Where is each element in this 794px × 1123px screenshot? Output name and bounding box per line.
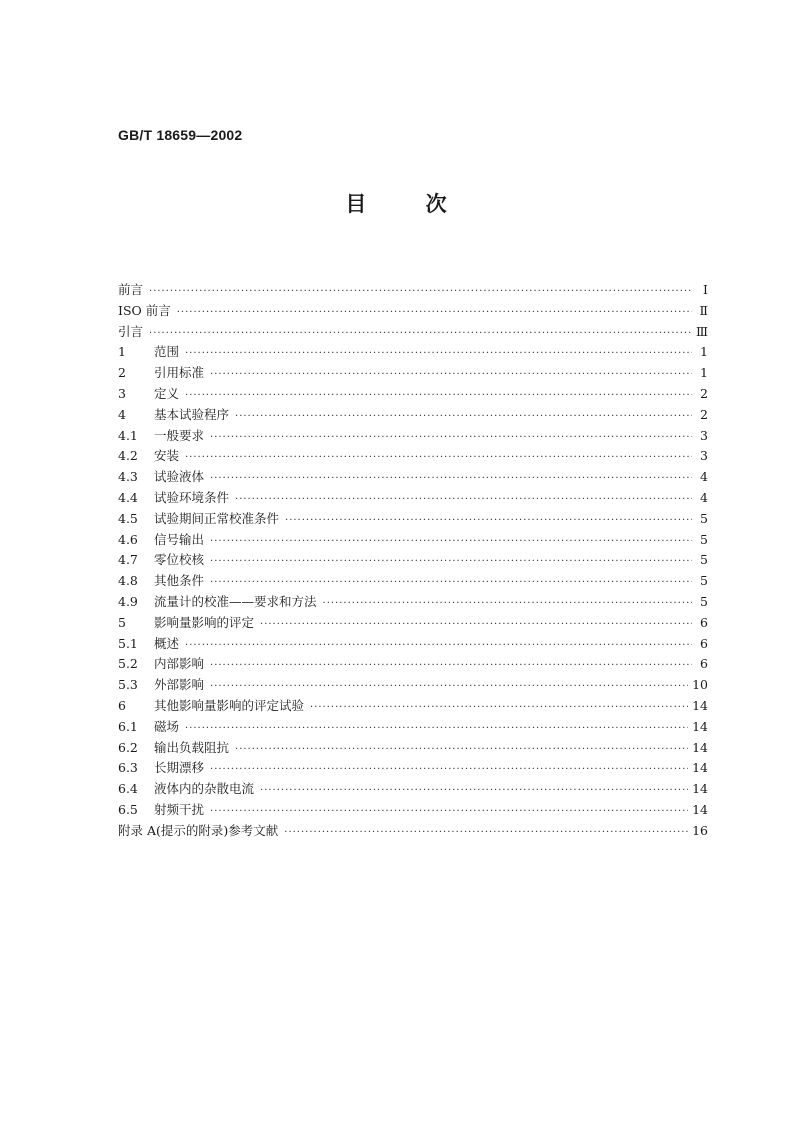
toc-entry-number: 4.9 <box>118 593 138 609</box>
toc-entry-label: 液体内的杂散电流 <box>154 781 255 797</box>
toc-leader-dots <box>260 781 688 802</box>
toc-entry[interactable] <box>118 446 708 467</box>
toc-entry-label: 试验液体 <box>154 469 205 485</box>
toc-entry-label: 影响量影响的评定 <box>154 614 255 630</box>
toc-entry-number: 4.4 <box>118 489 138 505</box>
toc-entry-number: 1 <box>118 344 126 360</box>
toc-entry[interactable] <box>118 675 708 696</box>
toc-entry-page: 4 <box>700 489 708 505</box>
toc-entry-label: 定义 <box>154 385 180 401</box>
toc-entry-label: 其他条件 <box>154 573 205 589</box>
toc-entry-page: 14 <box>692 718 708 734</box>
toc-entry[interactable] <box>118 363 708 384</box>
toc-entry-page: Ⅱ <box>699 302 708 318</box>
toc-leader-dots <box>235 740 688 761</box>
toc-entry-label: 磁场 <box>154 718 180 734</box>
toc-entry[interactable] <box>118 488 708 509</box>
toc-entry-number: 6.5 <box>118 801 138 817</box>
toc-entry[interactable] <box>118 758 708 779</box>
toc-entry-number: 5.2 <box>118 656 138 672</box>
toc-entry-number: 4.5 <box>118 510 138 526</box>
toc-leader-dots <box>210 552 692 573</box>
toc-leader-dots <box>210 469 692 490</box>
toc-leader-dots <box>210 365 692 386</box>
toc-entry[interactable] <box>118 530 708 551</box>
toc-leader-dots <box>185 719 688 740</box>
toc-entry[interactable] <box>118 571 708 592</box>
toc-entry-number: 6.3 <box>118 760 138 776</box>
toc-entry[interactable] <box>118 738 708 759</box>
toc-entry-number: 5.3 <box>118 677 138 693</box>
toc-entry-number: 4.2 <box>118 448 138 464</box>
toc-entry[interactable] <box>118 717 708 738</box>
toc-entry-number: 2 <box>118 365 126 381</box>
toc-entry-label: 其他影响量影响的评定试验 <box>154 697 305 713</box>
toc-entry[interactable] <box>118 342 708 363</box>
toc-leader-dots <box>185 344 692 365</box>
toc-entry-label: 内部影响 <box>154 656 205 672</box>
toc-entry-page: 6 <box>700 635 708 651</box>
toc-entry[interactable] <box>118 613 708 634</box>
toc-entry[interactable] <box>118 654 708 675</box>
toc-entry-page: 10 <box>692 677 708 693</box>
toc-entry[interactable] <box>118 550 708 571</box>
toc-entry-page: 5 <box>700 593 708 609</box>
toc-leader-dots <box>210 428 692 449</box>
toc-entry-number: 5.1 <box>118 635 138 651</box>
toc-entry-label: 零位校核 <box>154 552 205 568</box>
toc-entry-number: 4 <box>118 406 126 422</box>
toc-entry-page: 14 <box>692 739 708 755</box>
toc-leader-dots <box>210 677 688 698</box>
toc-entry-label: 附录 A(提示的附录)参考文献 <box>118 822 279 838</box>
toc-entry-page: 5 <box>700 531 708 547</box>
toc-entry-page: 14 <box>692 697 708 713</box>
toc-entry[interactable] <box>118 800 708 821</box>
toc-entry-number: 3 <box>118 385 126 401</box>
toc-entry-page: 2 <box>700 385 708 401</box>
toc-leader-dots <box>177 303 692 324</box>
toc-leader-dots <box>149 282 692 303</box>
toc-leader-dots <box>210 760 688 781</box>
toc-entry-page: 14 <box>692 760 708 776</box>
toc-entry-number: 6.2 <box>118 739 138 755</box>
toc-leader-dots <box>185 386 692 407</box>
toc-entry-page: 14 <box>692 801 708 817</box>
toc-entry-label: 引言 <box>118 323 144 339</box>
toc-leader-dots <box>310 698 688 719</box>
toc-entry-page: 5 <box>700 573 708 589</box>
toc-entry-page: 5 <box>700 552 708 568</box>
toc-entry-page: 2 <box>700 406 708 422</box>
toc-entry-label: 信号输出 <box>154 531 205 547</box>
toc-entry-number: 4.7 <box>118 552 138 568</box>
toc-entry[interactable] <box>118 426 708 447</box>
toc-leader-dots <box>260 615 692 636</box>
toc-leader-dots <box>285 511 692 532</box>
toc-leader-dots <box>149 324 692 345</box>
toc-leader-dots <box>284 823 688 844</box>
toc-entry-label: 试验环境条件 <box>154 489 230 505</box>
toc-entry-label: 试验期间正常校准条件 <box>154 510 280 526</box>
toc-entry-label: 长期漂移 <box>154 760 205 776</box>
toc-entry[interactable] <box>118 280 708 301</box>
toc-entry-number: 6 <box>118 697 126 713</box>
toc-entry[interactable] <box>118 779 708 800</box>
toc-entry[interactable] <box>118 509 708 530</box>
toc-entry-number: 4.1 <box>118 427 138 443</box>
toc-entry[interactable] <box>118 384 708 405</box>
toc-leader-dots <box>210 802 688 823</box>
toc-entry-page: 4 <box>700 469 708 485</box>
toc-entry-label: 输出负载阻抗 <box>154 739 230 755</box>
toc-leader-dots <box>235 490 692 511</box>
toc-entry-label: 概述 <box>154 635 180 651</box>
toc-entry-label: ISO 前言 <box>118 302 171 318</box>
toc-entry[interactable] <box>118 634 708 655</box>
toc-leader-dots <box>323 594 692 615</box>
page-title: 目 次 <box>345 192 449 216</box>
standard-code: GB/T 18659—2002 <box>118 127 243 143</box>
toc-leader-dots <box>235 407 692 428</box>
toc-entry[interactable] <box>118 322 708 343</box>
table-of-contents <box>118 280 708 842</box>
toc-entry-page: 14 <box>692 781 708 797</box>
toc-entry-page: 16 <box>692 822 708 838</box>
toc-entry-page: 3 <box>700 448 708 464</box>
toc-entry-label: 安装 <box>154 448 180 464</box>
toc-leader-dots <box>185 448 692 469</box>
toc-entry-label: 流量计的校准——要求和方法 <box>154 593 317 609</box>
toc-entry[interactable] <box>118 696 708 717</box>
toc-entry[interactable] <box>118 301 708 322</box>
toc-entry[interactable] <box>118 821 708 842</box>
toc-entry-number: 4.8 <box>118 573 138 589</box>
toc-entry-label: 射频干扰 <box>154 801 205 817</box>
toc-leader-dots <box>210 656 692 677</box>
toc-entry-label: 前言 <box>118 282 144 297</box>
toc-entry-page: Ⅰ <box>703 282 708 297</box>
toc-entry-number: 5 <box>118 614 126 630</box>
toc-entry-page: 5 <box>700 510 708 526</box>
toc-entry-number: 6.1 <box>118 718 138 734</box>
toc-entry-page: Ⅲ <box>695 323 708 339</box>
toc-entry-label: 范围 <box>154 344 180 360</box>
toc-entry[interactable] <box>118 592 708 613</box>
toc-entry-label: 外部影响 <box>154 677 205 693</box>
toc-entry-number: 4.6 <box>118 531 138 547</box>
toc-leader-dots <box>185 636 692 657</box>
toc-entry-label: 引用标准 <box>154 365 205 381</box>
toc-entry-number: 6.4 <box>118 781 138 797</box>
toc-entry-page: 1 <box>700 344 708 360</box>
toc-entry-page: 3 <box>700 427 708 443</box>
toc-entry[interactable] <box>118 467 708 488</box>
toc-leader-dots <box>210 532 692 553</box>
toc-entry[interactable] <box>118 405 708 426</box>
toc-entry-page: 1 <box>700 365 708 381</box>
toc-entry-label: 基本试验程序 <box>154 406 230 422</box>
toc-entry-label: 一般要求 <box>154 427 205 443</box>
toc-entry-number: 4.3 <box>118 469 138 485</box>
toc-entry-page: 6 <box>700 614 708 630</box>
toc-entry-page: 6 <box>700 656 708 672</box>
toc-leader-dots <box>210 573 692 594</box>
